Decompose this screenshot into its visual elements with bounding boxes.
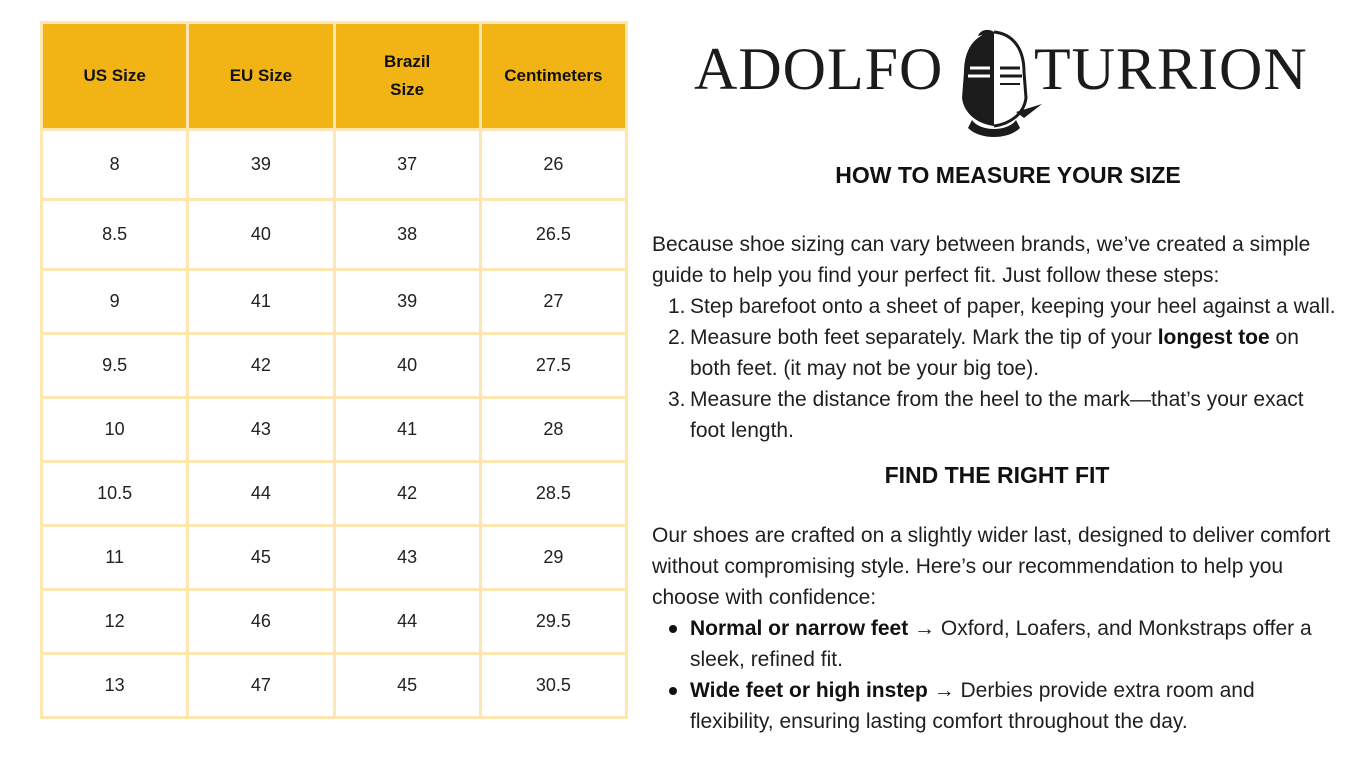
cell-eu-size: 44 <box>188 462 334 526</box>
cell-eu-size: 39 <box>188 130 334 200</box>
step-text: Measure the distance from the heel to the mark—that’s your exact foot length. <box>690 388 1304 442</box>
list-item <box>652 675 1342 737</box>
size-chart-header-row <box>42 23 627 130</box>
cell-centimeters: 29.5 <box>480 590 626 654</box>
cell-brazil-size: 45 <box>334 654 480 718</box>
step-text: Step barefoot onto a sheet of paper, keeping your heel against a wall. <box>690 295 1336 318</box>
cell-brazil-size: 44 <box>334 590 480 654</box>
cell-brazil-size: 42 <box>334 462 480 526</box>
cell-brazil-size: 38 <box>334 200 480 270</box>
list-item <box>652 322 1342 384</box>
cell-us-size: 8.5 <box>42 200 188 270</box>
cell-brazil-size: 40 <box>334 334 480 398</box>
header-eu-size: EU Size <box>188 23 334 130</box>
bullet-icon <box>669 625 677 633</box>
fit-type: Wide feet or high instep <box>690 679 928 702</box>
fit-intro: Our shoes are crafted on a slightly wider last, designed to deliver comfort without compromising style. Here’s our recommendation to help you choose with confidence: <box>652 524 1331 609</box>
cell-eu-size: 45 <box>188 526 334 590</box>
cell-centimeters: 28 <box>480 398 626 462</box>
header-brazil-size: Brazil Size <box>334 23 480 130</box>
fit-recommendation: Oxford, Loafers, and Monkstraps offer a sleek, refined fit. <box>690 617 1312 671</box>
cell-brazil-size: 37 <box>334 130 480 200</box>
arrow-icon: → <box>927 679 961 702</box>
cell-us-size: 13 <box>42 654 188 718</box>
cell-us-size: 9 <box>42 270 188 334</box>
brand-name-left: ADOLFO <box>694 36 944 102</box>
table-row <box>42 526 627 590</box>
cell-us-size: 8 <box>42 130 188 200</box>
measure-steps-list <box>652 291 1342 446</box>
table-row <box>42 270 627 334</box>
cell-eu-size: 41 <box>188 270 334 334</box>
measure-intro: Because shoe sizing can vary between brands, we’ve created a simple guide to help you find your perfect fit. Just follow these steps: <box>652 233 1311 287</box>
fit-recommendations-list <box>652 613 1342 737</box>
step-number: 2. <box>668 326 686 349</box>
table-row <box>42 462 627 526</box>
table-row <box>42 334 627 398</box>
cell-us-size: 12 <box>42 590 188 654</box>
cell-us-size: 9.5 <box>42 334 188 398</box>
cell-us-size: 10 <box>42 398 188 462</box>
step-emphasis: longest toe <box>1157 326 1270 349</box>
table-row <box>42 200 627 270</box>
size-guide-content <box>652 160 1342 737</box>
knight-helmet-icon <box>944 28 1044 140</box>
table-row <box>42 130 627 200</box>
cell-brazil-size: 39 <box>334 270 480 334</box>
step-text-continued: on both feet. (it may not be your big toe). <box>690 326 1299 380</box>
list-item <box>652 384 1342 446</box>
cell-centimeters: 30.5 <box>480 654 626 718</box>
cell-eu-size: 47 <box>188 654 334 718</box>
table-row <box>42 398 627 462</box>
cell-centimeters: 27 <box>480 270 626 334</box>
header-us-size: US Size <box>42 23 188 130</box>
cell-eu-size: 43 <box>188 398 334 462</box>
brand-name-right: TURRION <box>1034 36 1308 102</box>
cell-brazil-size: 43 <box>334 526 480 590</box>
cell-eu-size: 40 <box>188 200 334 270</box>
arrow-icon: → <box>908 617 941 640</box>
cell-centimeters: 26.5 <box>480 200 626 270</box>
header-centimeters: Centimeters <box>480 23 626 130</box>
bullet-icon <box>669 687 677 695</box>
cell-us-size: 11 <box>42 526 188 590</box>
cell-centimeters: 27.5 <box>480 334 626 398</box>
cell-eu-size: 46 <box>188 590 334 654</box>
cell-centimeters: 28.5 <box>480 462 626 526</box>
list-item <box>652 613 1342 675</box>
fit-type: Normal or narrow feet <box>690 617 909 640</box>
table-row <box>42 590 627 654</box>
step-number: 1. <box>668 295 686 318</box>
step-number: 3. <box>668 388 686 411</box>
cell-eu-size: 42 <box>188 334 334 398</box>
cell-us-size: 10.5 <box>42 462 188 526</box>
step-text: Measure both feet separately. Mark the tip of your <box>690 326 1158 349</box>
cell-centimeters: 26 <box>480 130 626 200</box>
table-row <box>42 654 627 718</box>
size-chart-table <box>40 21 628 719</box>
fit-heading: FIND THE RIGHT FIT <box>884 462 1110 488</box>
measure-heading: HOW TO MEASURE YOUR SIZE <box>835 162 1181 188</box>
brand-logo <box>694 28 1308 140</box>
list-item <box>652 291 1342 322</box>
fit-recommendation: Derbies provide extra room and flexibility, ensuring lasting comfort throughout the day. <box>690 679 1255 733</box>
cell-centimeters: 29 <box>480 526 626 590</box>
cell-brazil-size: 41 <box>334 398 480 462</box>
